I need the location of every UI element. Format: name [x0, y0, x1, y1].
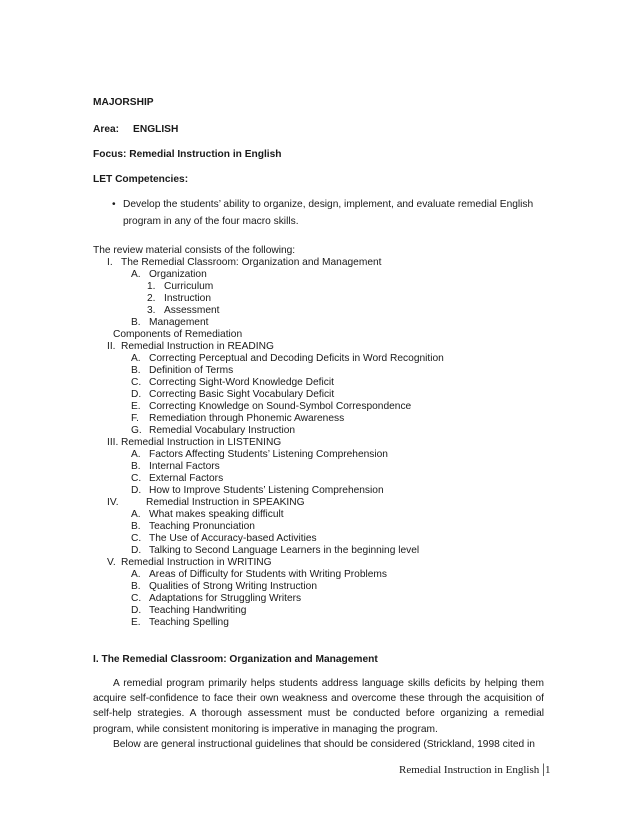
outline-text: Instruction — [164, 293, 211, 304]
outline-marker: D. — [131, 389, 142, 400]
outline-text: Qualities of Strong Writing Instruction — [149, 581, 317, 592]
outline-text: Remedial Instruction in READING — [121, 341, 274, 352]
outline-marker: E. — [131, 401, 141, 412]
outline-marker: IV. — [107, 497, 119, 508]
outline-marker: C. — [131, 473, 142, 484]
outline-text: Correcting Knowledge on Sound-Symbol Correspondence — [149, 401, 412, 412]
outline-marker: 1. — [147, 281, 156, 292]
outline-marker: I. — [107, 257, 113, 268]
outline-text: Remedial Instruction in LISTENING — [121, 437, 282, 448]
outline-text: Remedial Instruction in SPEAKING — [146, 497, 305, 508]
outline-text: Management — [149, 317, 209, 328]
outline-marker: B. — [131, 461, 141, 472]
outline-marker: D. — [131, 545, 142, 556]
outline-text: Talking to Second Language Learners in the beginning level — [149, 545, 420, 556]
area-value: ENGLISH — [133, 124, 179, 135]
outline-marker: II. — [107, 341, 116, 352]
competencies-heading: LET Competencies: — [93, 174, 189, 185]
outline-marker: B. — [131, 365, 141, 376]
outline-text: Teaching Pronunciation — [149, 521, 255, 532]
outline-text: Factors Affecting Students’ Listening Comprehension — [149, 449, 388, 460]
outline-text: Correcting Perceptual and Decoding Deficits in Word Recognition — [149, 353, 444, 364]
area-label: Area: — [93, 124, 120, 135]
outline-marker: A. — [131, 269, 141, 280]
outline-text: The Remedial Classroom: Organization and Management — [121, 257, 382, 268]
outline-text: Components of Remediation — [113, 329, 243, 340]
bullet-icon: • — [112, 199, 116, 210]
outline-marker: B. — [131, 521, 141, 532]
focus-line: Focus: Remedial Instruction in English — [93, 149, 282, 160]
outline-text: Curriculum — [164, 281, 214, 292]
outline-marker: D. — [131, 605, 142, 616]
outline-marker: 2. — [147, 293, 156, 304]
outline-text: Remedial Vocabulary Instruction — [149, 425, 296, 436]
page-number: 1 — [545, 764, 551, 776]
outline-marker: C. — [131, 377, 142, 388]
outline-text: Assessment — [164, 305, 220, 316]
outline-marker: A. — [131, 449, 141, 460]
paragraph-1-text: A remedial program primarily helps students address language skills deficits by helping them acquire self-confidence to face their own weakness and overcome these through the acquisition of self-help strategies. A thorough assessment must be conducted before organizing a remedial program, while consistent monitoring is imperative in managing the program. — [93, 678, 544, 735]
outline-marker: B. — [131, 317, 141, 328]
outline-text: Organization — [149, 269, 207, 280]
outline-marker: III. — [107, 437, 119, 448]
footer-title: Remedial Instruction in English — [399, 764, 540, 776]
page-footer: Remedial Instruction in English |1 — [399, 762, 551, 777]
outline-marker: C. — [131, 533, 142, 544]
outline-text: External Factors — [149, 473, 224, 484]
paragraph-2-text: Below are general instructional guidelines that should be considered (Strickland, 1998 cited in — [113, 739, 535, 750]
outline-marker: D. — [131, 485, 142, 496]
outline-marker: 3. — [147, 305, 156, 316]
outline-marker: B. — [131, 581, 141, 592]
outline-text: Internal Factors — [149, 461, 220, 472]
outline-text: Teaching Spelling — [149, 617, 229, 628]
outline-marker: G. — [131, 425, 142, 436]
outline-text: Remediation through Phonemic Awareness — [149, 413, 345, 424]
competency-item — [112, 196, 552, 230]
area-line — [93, 124, 178, 135]
outline-marker: A. — [131, 509, 141, 520]
outline-marker: V. — [107, 557, 116, 568]
outline-text: Areas of Difficulty for Students with Writing Problems — [149, 569, 387, 580]
outline-text: Remedial Instruction in WRITING — [121, 557, 272, 568]
body-paragraph-1 — [93, 676, 544, 737]
outline-marker: C. — [131, 593, 142, 604]
outline-marker: F. — [131, 413, 139, 424]
majorship-heading: MAJORSHIP — [93, 97, 154, 108]
outline-text: What makes speaking difficult — [149, 509, 284, 520]
outline-text: Teaching Handwriting — [149, 605, 247, 616]
outline-text: Adaptations for Struggling Writers — [149, 593, 302, 604]
competency-text: Develop the students’ ability to organize, design, implement, and evaluate remedial English program in any of the four macro skills. — [123, 199, 534, 227]
intro-text: The review material consists of the following: — [93, 245, 296, 256]
outline-text: The Use of Accuracy-based Activities — [149, 533, 317, 544]
outline-text: Correcting Basic Sight Vocabulary Deficit — [149, 389, 335, 400]
outline-text: Correcting Sight-Word Knowledge Deficit — [149, 377, 334, 388]
outline-marker: E. — [131, 617, 141, 628]
outline-marker: A. — [131, 353, 141, 364]
body-paragraph-2 — [93, 737, 544, 752]
outline-text: Definition of Terms — [149, 365, 234, 376]
section-title: I. The Remedial Classroom: Organization and Management — [93, 654, 378, 665]
outline-text: How to Improve Students’ Listening Comprehension — [149, 485, 384, 496]
outline-marker: A. — [131, 569, 141, 580]
